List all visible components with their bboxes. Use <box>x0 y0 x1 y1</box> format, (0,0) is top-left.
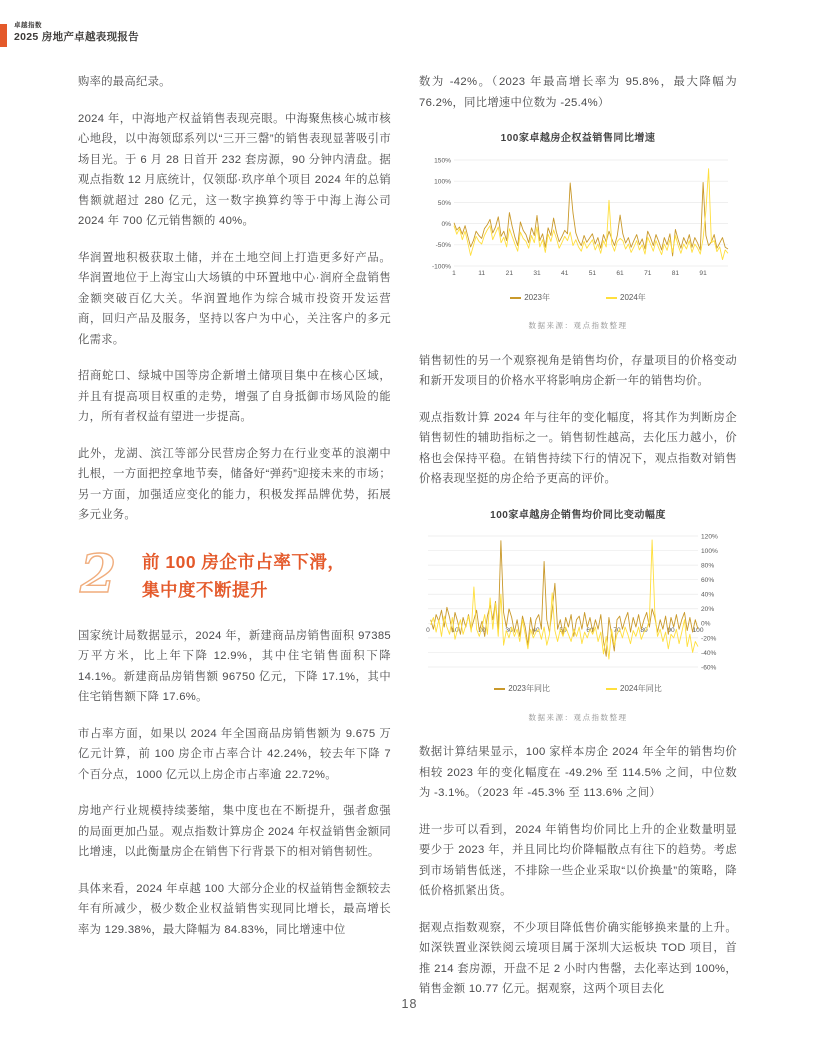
legend-item-2024 <box>606 679 662 700</box>
paragraph: 销售韧性的另一个观察视角是销售均价，存量项目的价格变动和新开发项目的价格水平将影响房企新一年的销售均价。 <box>419 354 737 387</box>
paragraph: 华润置地积极获取土储，并在土地空间上打造更多好产品。华润置地位于上海宝山大场镇的中环置地中心·润府全盘销售金额突破百亿大关。华润置地作为综合城市投资开发运营商，回归产品及服务，坚持以客户为中心，关注客户的多元化需求。 <box>78 251 391 346</box>
brand-label: 卓越指数 <box>14 22 42 29</box>
legend-item-2023 <box>494 679 550 700</box>
svg-text:50%: 50% <box>437 199 451 207</box>
svg-text:40: 40 <box>532 626 540 634</box>
header <box>14 22 139 43</box>
legend-label: 2023年同比 <box>508 684 550 693</box>
svg-text:-20%: -20% <box>701 635 717 643</box>
legend-line-swatch <box>606 688 617 690</box>
legend-label: 2023年 <box>524 292 550 302</box>
paragraph: 房地产行业规模持续萎缩，集中度也在不断提升，强者愈强的局面更加凸显。观点指数计算房企 2024 年权益销售金额同比增速，以此衡量房企在销售下行背景下的相对销售韧性。 <box>78 805 391 858</box>
chart-title: 100家卓越房企权益销售同比增速 <box>500 133 656 144</box>
chart-equity-sales-growth <box>419 129 737 337</box>
svg-text:41: 41 <box>561 269 569 277</box>
legend-line-swatch <box>494 688 505 690</box>
svg-text:-40%: -40% <box>701 649 717 657</box>
svg-text:150%: 150% <box>434 156 451 164</box>
svg-text:0: 0 <box>426 626 430 634</box>
svg-text:61: 61 <box>616 269 624 277</box>
chart-legend <box>419 288 737 309</box>
svg-text:11: 11 <box>478 269 486 277</box>
svg-text:0%: 0% <box>441 220 451 228</box>
legend-item-2024 <box>606 288 646 309</box>
svg-text:80: 80 <box>640 626 648 634</box>
line-chart <box>420 154 736 284</box>
svg-text:21: 21 <box>505 269 514 277</box>
svg-text:90: 90 <box>667 626 675 634</box>
right-column <box>419 72 737 1016</box>
page-number: 18 <box>401 997 418 1011</box>
chart-legend <box>419 679 737 700</box>
svg-text:80%: 80% <box>701 562 715 570</box>
paragraph: 进一步可以看到，2024 年销售均价同比上升的企业数量明显要少于 2023 年，并且同比均价降幅散点有往下的趋势。考虑到市场销售低迷，不排除一些企业采取“以价换量”的策略，降低价格抓紧出货。 <box>419 823 737 897</box>
svg-text:50: 50 <box>559 626 567 634</box>
legend-item-2023 <box>510 288 550 309</box>
svg-text:-100%: -100% <box>431 262 451 270</box>
paragraph: 购率的最高纪录。 <box>78 76 171 88</box>
svg-text:100%: 100% <box>434 178 451 186</box>
left-column <box>78 72 391 956</box>
chart-source: 数据来源：观点指数整理 <box>528 321 628 330</box>
legend-line-swatch <box>606 297 617 299</box>
paragraph: 2024 年，中海地产权益销售表现亮眼。中海聚焦核心城市核心地段，以中海领邸系列以“三开三罄”的销售表现显著吸引市场目光。于 6 月 28 日首开 232 套房源，90 分钟内清盘。据观点指数 12 月底统计，仅领邸·玖序单个项目 2024 年的总销售额就超过 280 亿元，这一数字换算约等于中海上海公司 2024 年 700 亿元销售额的 40%。 <box>78 112 391 227</box>
svg-text:0%: 0% <box>701 620 711 628</box>
header-accent-bar <box>0 24 7 47</box>
svg-text:70: 70 <box>613 626 621 634</box>
svg-text:31: 31 <box>533 269 541 277</box>
chart-source: 数据来源：观点指数整理 <box>528 712 628 722</box>
svg-text:71: 71 <box>644 269 652 277</box>
svg-text:60: 60 <box>586 626 594 634</box>
svg-text:-60%: -60% <box>701 664 717 672</box>
report-title: 2025 房地产卓越表现报告 <box>14 30 139 43</box>
section-title-line1: 前 100 房企市占率下滑， <box>142 551 346 572</box>
section-heading <box>80 543 391 605</box>
paragraph: 此外，龙湖、滨江等部分民营房企努力在行业变革的浪潮中扎根，一方面把控拿地节奏，储备好“弹药”迎接未来的市场；另一方面，加强适应变化的能力，积极发挥品牌优势，拓展多元业务。 <box>78 447 391 521</box>
paragraph: 具体来看，2024 年卓越 100 大部分企业的权益销售金额较去年有所减少，极少数企业权益销售实现同比增长，最高增长率为 129.38%，最大降幅为 84.83%，同比增速中位 <box>78 882 391 936</box>
svg-text:81: 81 <box>671 269 680 277</box>
svg-text:100%: 100% <box>701 547 718 555</box>
svg-text:91: 91 <box>699 269 707 277</box>
svg-text:20: 20 <box>478 626 486 634</box>
paragraph: 招商蛇口、绿城中国等房企新增土储项目集中在核心区域，并且有提高项目权重的走势，增强了自身抵御市场风险的能力，所有者权益有望进一步提高。 <box>78 370 391 423</box>
paragraph: 数据计算结果显示，100 家样本房企 2024 年全年的销售均价相较 2023 年的变化幅度在 -49.2% 至 114.5% 之间，中位数为 -3.1%。（2023 年 -45.3% 至 113.6% 之间） <box>419 746 737 799</box>
paragraph: 观点指数计算 2024 年与往年的变化幅度，将其作为判断房企销售韧性的辅助指标之一。销售韧性越高，去化压力越小，价格也会保持平稳。在销售持续下行的情况下，观点指数对销售价格表现坚挺的房企给予更高的评价。 <box>419 411 737 485</box>
paragraph: 国家统计局数据显示，2024 年，新建商品房销售面积 97385 万平方米，比上年下降 12.9%，其中住宅销售面积下降 14.1%。新建商品房销售额 96750 亿元，下降 17.1%，其中住宅销售额下降 17.6%。 <box>78 629 391 703</box>
section-number: 2 <box>80 543 117 605</box>
svg-text:30: 30 <box>505 626 513 634</box>
svg-text:120%: 120% <box>701 533 718 541</box>
legend-label: 2024年 <box>620 292 646 302</box>
svg-text:100: 100 <box>692 626 704 634</box>
svg-text:40%: 40% <box>701 591 715 599</box>
paragraph: 数为 -42%。（2023 年最高增长率为 95.8%，最大降幅为 76.2%，同比增速中位数为 -25.4%） <box>419 76 737 109</box>
svg-text:-50%: -50% <box>435 241 451 249</box>
paragraph: 市占率方面，如果以 2024 年全国商品房销售额为 9.675 万亿元计算，前 100 房企市占率合计 42.24%，较去年下降 7 个百分点，1000 亿元以上房企市占率逾 22.72%。 <box>78 727 391 781</box>
section-title-line2: 集中度不断提升 <box>142 579 268 600</box>
svg-text:10: 10 <box>451 626 459 634</box>
line-chart <box>420 530 736 675</box>
legend-label: 2024年同比 <box>620 684 662 693</box>
chart-avg-price-change <box>419 506 737 729</box>
section-title <box>142 546 345 604</box>
paragraph: 据观点指数观察，不少项目降低售价确实能够换来量的上升。如深铁置业深铁阅云境项目属于深圳大运板块 TOD 项目，首推 214 套房源，开盘不足 2 小时内售罄，去化率达到 100%，销售金额 10.77 亿元。据观察，这两个项目去化 <box>419 921 737 995</box>
svg-text:1: 1 <box>452 269 456 277</box>
chart-title: 100家卓越房企销售均价同比变动幅度 <box>490 509 666 521</box>
legend-line-swatch <box>510 297 521 299</box>
svg-text:51: 51 <box>588 269 597 277</box>
svg-text:60%: 60% <box>701 577 715 585</box>
svg-text:20%: 20% <box>701 606 715 614</box>
